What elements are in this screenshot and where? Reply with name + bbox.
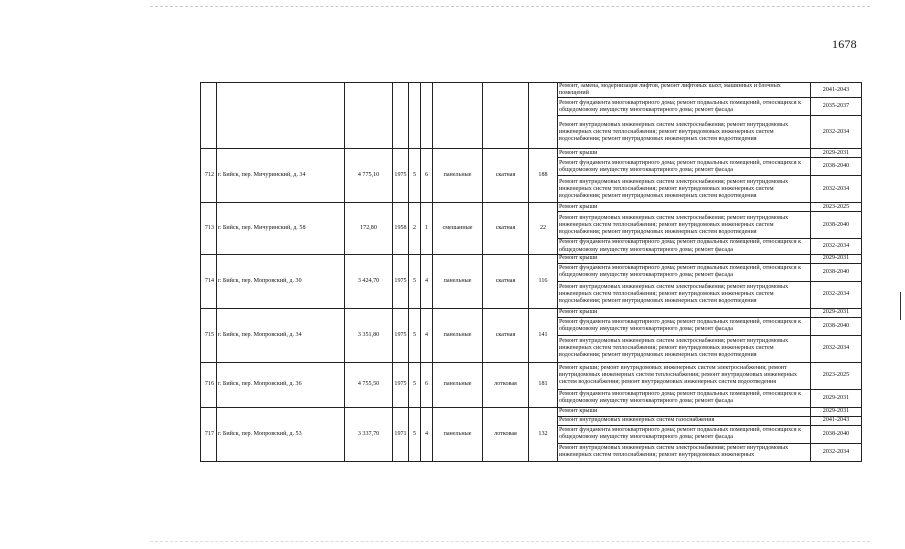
cont-roof — [483, 83, 529, 149]
roof-type: скатная — [483, 149, 529, 203]
work-description: Ремонт фундамента многоквартирного дома; ремонт подвальных помещений, относящихся к общедомовому имуществу многоквартирного дома; ремонт фасада — [558, 98, 811, 116]
work-description: Ремонт крыши — [558, 254, 811, 263]
building-year: 1975 — [393, 308, 409, 362]
work-period: 2038-2040 — [811, 212, 862, 239]
building-address: г. Бийск, пер. Мопровский, д. 36 — [217, 362, 345, 407]
building-number: 715 — [201, 308, 217, 362]
cont-year — [393, 83, 409, 149]
building-area: 3 337,70 — [345, 407, 393, 461]
wall-material: панельные — [433, 308, 483, 362]
table-row — [201, 83, 862, 98]
building-entrances: 6 — [421, 149, 433, 203]
table-row — [201, 407, 862, 416]
building-entrances: 4 — [421, 308, 433, 362]
building-count: 188 — [529, 149, 558, 203]
work-period: 2029-2031 — [811, 308, 862, 317]
work-period: 2023-2025 — [811, 362, 862, 389]
margin-mark — [900, 292, 901, 320]
building-entrances: 4 — [421, 407, 433, 461]
work-period: 2041-2043 — [811, 83, 862, 98]
work-period: 2032-2034 — [811, 116, 862, 149]
work-description: Ремонт крыши; ремонт внутридомовых инженерных систем электроснабжения; ремонт внутридомовых инженерных систем теплоснабжения; ремонт внутридомовых инженерных систем водоснабжения; ремонт внутридомовых инженерных систем водоотведения — [558, 362, 811, 389]
work-description: Ремонт внутридомовых инженерных систем электроснабжения; ремонт внутридомовых инженерных систем теплоснабжения; ремонт внутридомовых инженерных систем водоснабжения; ремонт внутридомовых инженерных систем водоотведения — [558, 212, 811, 239]
work-period: 2029-2031 — [811, 407, 862, 416]
table-row — [201, 203, 862, 212]
cont-num — [201, 83, 217, 149]
building-address: г. Бийск, пер. Мопровский, д. 53 — [217, 407, 345, 461]
work-period: 2032-2034 — [811, 443, 862, 461]
building-count: 141 — [529, 308, 558, 362]
work-description: Ремонт, замена, модернизация лифтов, ремонт лифтовых шахт, машинных и блочных помещений — [558, 83, 811, 98]
repair-schedule-table — [200, 82, 862, 462]
work-period: 2038-2040 — [811, 425, 862, 443]
roof-type: лотковая — [483, 407, 529, 461]
work-description: Ремонт фундамента многоквартирного дома; ремонт подвальных помещений, относящихся к общедомовому имуществу многоквартирного дома; ремонт фасада — [558, 239, 811, 254]
work-description: Ремонт внутридомовых инженерных систем электроснабжения; ремонт внутридомовых инженерных систем теплоснабжения; ремонт внутридомовых инженерных систем водоснабжения; ремонт внутридомовых инженерных систем водоотведения — [558, 176, 811, 203]
roof-type: скатная — [483, 308, 529, 362]
building-entrances: 4 — [421, 254, 433, 308]
work-description: Ремонт фундамента многоквартирного дома; ремонт подвальных помещений, относящихся к общедомовому имуществу многоквартирного дома; ремонт фасада — [558, 158, 811, 176]
work-period: 2032-2034 — [811, 176, 862, 203]
building-area: 4 755,50 — [345, 362, 393, 407]
work-period: 2029-2031 — [811, 254, 862, 263]
work-period: 2032-2034 — [811, 281, 862, 308]
work-period: 2029-2031 — [811, 389, 862, 407]
building-address: г. Бийск, пер. Мопровский, д. 34 — [217, 308, 345, 362]
building-floors: 2 — [409, 203, 421, 254]
work-period: 2038-2040 — [811, 317, 862, 335]
building-year: 1975 — [393, 149, 409, 203]
work-description: Ремонт внутридомовых инженерных систем электроснабжения; ремонт внутридомовых инженерных систем теплоснабжения; ремонт внутридомовых инженерных систем водоснабжения; ремонт внутридомовых инженерных систем водоотведения — [558, 335, 811, 362]
wall-material: панельные — [433, 407, 483, 461]
scan-top-edge — [150, 6, 870, 7]
work-description: Ремонт крыши — [558, 407, 811, 416]
building-number: 713 — [201, 203, 217, 254]
roof-type: скатная — [483, 203, 529, 254]
work-period: 2029-2031 — [811, 149, 862, 158]
building-floors: 5 — [409, 149, 421, 203]
building-area: 4 775,10 — [345, 149, 393, 203]
building-year: 1971 — [393, 407, 409, 461]
work-description: Ремонт крыши — [558, 203, 811, 212]
roof-type: скатная — [483, 254, 529, 308]
work-period: 2038-2040 — [811, 263, 862, 281]
scan-bottom-edge — [150, 541, 870, 542]
cont-floors — [409, 83, 421, 149]
building-area: 3 424,70 — [345, 254, 393, 308]
building-entrances: 6 — [421, 362, 433, 407]
building-area: 3 351,80 — [345, 308, 393, 362]
table-row — [201, 254, 862, 263]
building-floors: 5 — [409, 362, 421, 407]
work-period: 2038-2040 — [811, 158, 862, 176]
work-description: Ремонт внутридомовых инженерных систем электроснабжения; ремонт внутридомовых инженерных систем теплоснабжения; ремонт внутридомовых инженерных систем водоснабжения; ремонт внутридомовых инженерных систем водоотведения — [558, 281, 811, 308]
cont-area — [345, 83, 393, 149]
building-count: 132 — [529, 407, 558, 461]
work-period: 2032-2034 — [811, 335, 862, 362]
table-row — [201, 308, 862, 317]
work-description: Ремонт фундамента многоквартирного дома; ремонт подвальных помещений, относящихся к общедомовому имуществу многоквартирного дома; ремонт фасада — [558, 389, 811, 407]
work-period: 2041-2043 — [811, 416, 862, 425]
cont-count — [529, 83, 558, 149]
wall-material: панельные — [433, 362, 483, 407]
work-description: Ремонт крыши — [558, 149, 811, 158]
building-count: 181 — [529, 362, 558, 407]
building-floors: 5 — [409, 308, 421, 362]
work-description: Ремонт крыши — [558, 308, 811, 317]
work-description: Ремонт внутридомовых инженерных систем электроснабжения; ремонт внутридомовых инженерных систем теплоснабжения; ремонт внутридомовых инженерных систем водоснабжения; ремонт внутридомовых инженерных систем водоотведения — [558, 116, 811, 149]
wall-material: смешанные — [433, 203, 483, 254]
building-count: 22 — [529, 203, 558, 254]
building-floors: 5 — [409, 407, 421, 461]
cont-walls — [433, 83, 483, 149]
wall-material: панельные — [433, 149, 483, 203]
building-count: 116 — [529, 254, 558, 308]
building-year: 1958 — [393, 203, 409, 254]
building-year: 1975 — [393, 254, 409, 308]
building-area: 172,80 — [345, 203, 393, 254]
work-period: 2035-2037 — [811, 98, 862, 116]
building-address: г. Бийск, пер. Мичуринский, д. 58 — [217, 203, 345, 254]
building-number: 717 — [201, 407, 217, 461]
cont-entrances — [421, 83, 433, 149]
wall-material: панельные — [433, 254, 483, 308]
building-number: 716 — [201, 362, 217, 407]
work-description: Ремонт фундамента многоквартирного дома; ремонт подвальных помещений, относящихся к общедомовому имуществу многоквартирного дома; ремонт фасада — [558, 263, 811, 281]
work-description: Ремонт фундамента многоквартирного дома; ремонт подвальных помещений, относящихся к общедомовому имуществу многоквартирного дома; ремонт фасада — [558, 317, 811, 335]
table-row — [201, 149, 862, 158]
work-description: Ремонт внутридомовых инженерных систем газоснабжения — [558, 416, 811, 425]
building-address: г. Бийск, пер. Мопровский, д. 30 — [217, 254, 345, 308]
work-description: Ремонт фундамента многоквартирного дома; ремонт подвальных помещений, относящихся к общедомовому имуществу многоквартирного дома; ремонт фасада — [558, 425, 811, 443]
building-floors: 5 — [409, 254, 421, 308]
work-period: 2032-2034 — [811, 239, 862, 254]
building-year: 1975 — [393, 362, 409, 407]
table-row — [201, 362, 862, 389]
building-number: 714 — [201, 254, 217, 308]
work-description: Ремонт внутридомовых инженерных систем электроснабжения; ремонт внутридомовых инженерных систем теплоснабжения; ремонт внутридомовых инженерных — [558, 443, 811, 461]
cont-address — [217, 83, 345, 149]
roof-type: лотковая — [483, 362, 529, 407]
building-address: г. Бийск, пер. Мичуринский, д. 34 — [217, 149, 345, 203]
building-entrances: 1 — [421, 203, 433, 254]
building-number: 712 — [201, 149, 217, 203]
page-number: 1678 — [832, 37, 857, 51]
work-period: 2023-2025 — [811, 203, 862, 212]
